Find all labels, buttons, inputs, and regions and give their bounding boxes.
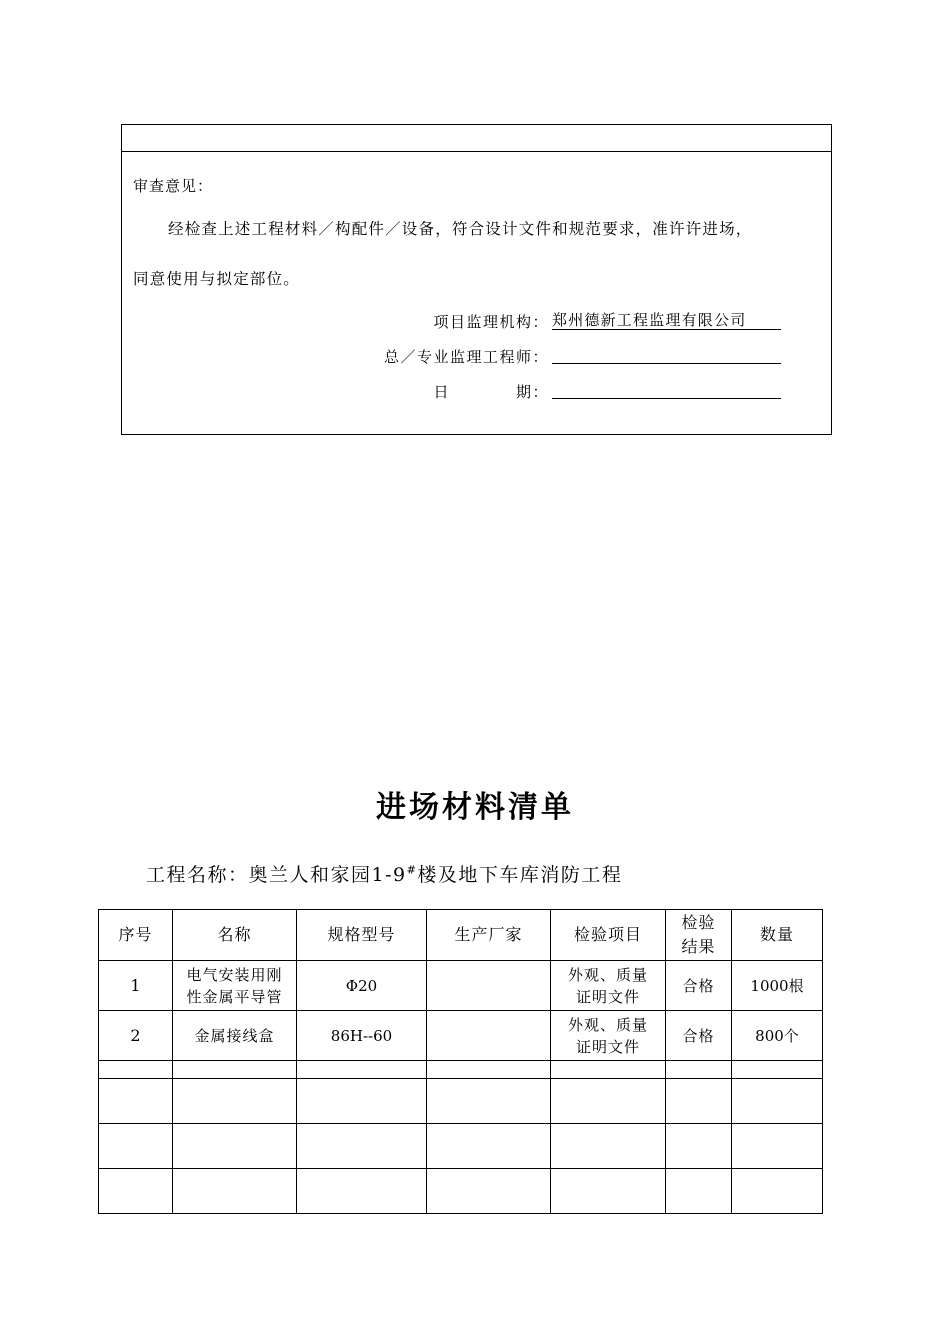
org-label: 项目监理机构： <box>433 313 549 331</box>
materials-table <box>98 909 823 1214</box>
cell-result: 合格 <box>666 961 732 1011</box>
cell-item-line1: 外观、质量 <box>567 1015 648 1034</box>
cell-qty: 800个 <box>732 1011 823 1061</box>
opinion-text-line1: 经检查上述工程材料／构配件／设备，符合设计文件和规范要求，准许许进场， <box>168 220 753 238</box>
cell-name: 金属接线盒 <box>173 1011 297 1061</box>
table-row-empty <box>99 1061 823 1079</box>
cell-maker <box>427 1011 551 1061</box>
header-qty: 数量 <box>732 910 823 961</box>
cell-maker <box>427 961 551 1011</box>
org-value: 郑州德新工程监理有限公司 <box>552 309 781 330</box>
cell-no: 1 <box>99 961 173 1011</box>
review-header-row <box>122 125 831 152</box>
cell-item-line1: 外观、质量 <box>567 965 648 984</box>
engineer-label: 总／专业监理工程师： <box>383 348 549 366</box>
project-label: 工程名称： <box>146 864 249 886</box>
cell-name-line1: 电气安装用刚 <box>186 965 283 984</box>
cell-name <box>173 961 297 1011</box>
header-spec: 规格型号 <box>297 910 427 961</box>
opinion-text-line2: 同意使用与拟定部位。 <box>133 270 301 288</box>
review-opinion-box <box>121 124 832 435</box>
table-row-empty <box>99 1169 823 1214</box>
engineer-signature-line <box>552 343 781 364</box>
cell-spec: Φ20 <box>297 961 427 1011</box>
header-no: 序号 <box>99 910 173 961</box>
cell-result: 合格 <box>666 1011 732 1061</box>
cell-qty: 1000根 <box>732 961 823 1011</box>
header-item: 检验项目 <box>551 910 666 961</box>
project-name: 奥兰人和家园1-9 <box>248 864 407 886</box>
cell-no: 2 <box>99 1011 173 1061</box>
page-title: 进场材料清单 <box>376 790 574 825</box>
table-row-empty <box>99 1079 823 1124</box>
cell-item <box>551 961 666 1011</box>
cell-spec: 86H--60 <box>297 1011 427 1061</box>
cell-item-line2: 证明文件 <box>575 1037 640 1056</box>
project-name-sup: # <box>406 863 418 877</box>
date-label: 日 期： <box>433 383 549 401</box>
table-header-row <box>99 910 823 961</box>
cell-name-line2: 性金属平导管 <box>186 987 283 1006</box>
date-line <box>552 378 781 399</box>
header-result: 检验结果 <box>666 910 732 961</box>
table-row <box>99 1011 823 1061</box>
cell-item <box>551 1011 666 1061</box>
project-name-line <box>146 860 622 887</box>
table-row-empty <box>99 1124 823 1169</box>
cell-item-line2: 证明文件 <box>575 987 640 1006</box>
header-maker: 生产厂家 <box>427 910 551 961</box>
header-name: 名称 <box>173 910 297 961</box>
opinion-label: 审查意见： <box>133 177 214 195</box>
project-name-suffix: 楼及地下车库消防工程 <box>417 864 623 886</box>
table-row <box>99 961 823 1011</box>
